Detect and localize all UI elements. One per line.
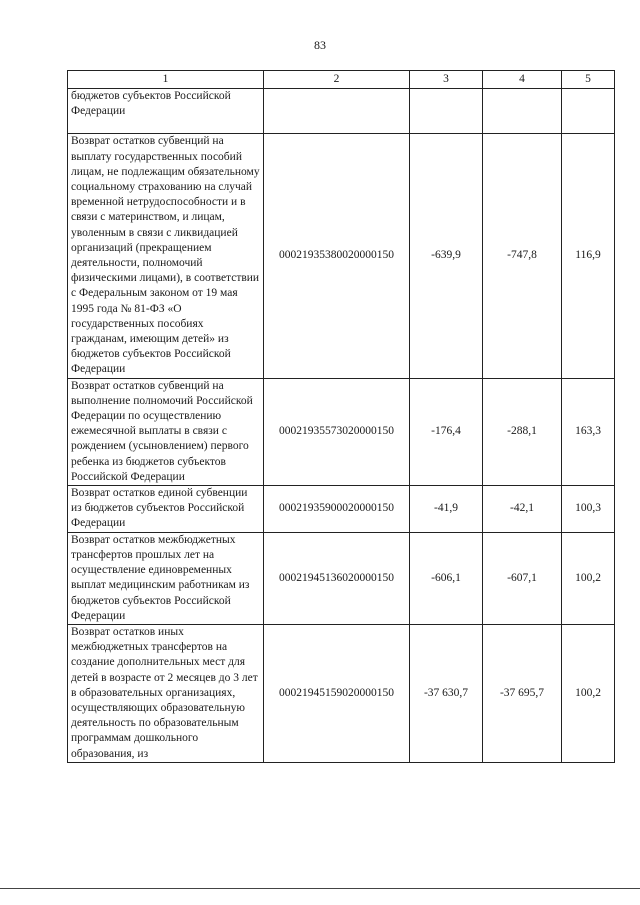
table-row bbox=[68, 532, 615, 624]
row-value-5: 116,9 bbox=[562, 134, 615, 378]
budget-table bbox=[67, 70, 615, 763]
row-name: Возврат остатков единой субвенции из бюджетов субъектов Российской Федерации bbox=[68, 486, 264, 533]
row-code: 00021935573020000150 bbox=[264, 378, 410, 485]
row-value-5: 100,2 bbox=[562, 624, 615, 762]
row-value-4: -607,1 bbox=[483, 532, 562, 624]
column-header-2: 2 bbox=[264, 71, 410, 89]
row-code: 00021935900020000150 bbox=[264, 486, 410, 533]
row-code: 00021935380020000150 bbox=[264, 134, 410, 378]
row-value-3: -41,9 bbox=[410, 486, 483, 533]
row-value-5 bbox=[562, 89, 615, 134]
column-header-1: 1 bbox=[68, 71, 264, 89]
row-value-5: 163,3 bbox=[562, 378, 615, 485]
row-value-3: -176,4 bbox=[410, 378, 483, 485]
row-name: Возврат остатков субвенций на выполнение полномочий Российской Федерации по осуществлению ежемесячной выплаты в связи с рождением (усыновлением) первого ребенка из бюджетов субъектов Российской Федерации bbox=[68, 378, 264, 485]
row-name: Возврат остатков межбюджетных трансфертов прошлых лет на осуществление единовременных выплат медицинским работникам из бюджетов субъектов Российской Федерации bbox=[68, 532, 264, 624]
row-value-3: -37 630,7 bbox=[410, 624, 483, 762]
row-name: Возврат остатков иных межбюджетных трансфертов на создание дополнительных мест для детей в возрасте от 2 месяцев до 3 лет в образовательных организациях, осуществляющих образовательную деятельность по образовательным программам дошкольного образования, из bbox=[68, 624, 264, 762]
row-value-3 bbox=[410, 89, 483, 134]
table-row bbox=[68, 624, 615, 762]
row-value-4: -288,1 bbox=[483, 378, 562, 485]
row-name: Возврат остатков субвенций на выплату государственных пособий лицам, не подлежащим обязательному социальному страхованию на случай временной нетрудоспособности и в связи с материнством, и лицам, уволенным в связи с ликвидацией организаций (прекращением деятельности, полномочий физическими лицами), в соответствии с Федеральным законом от 19 мая 1995 года № 81-ФЗ «О государственных пособиях гражданам, имеющим детей» из бюджетов субъектов Российской Федерации bbox=[68, 134, 264, 378]
page-bottom-rule bbox=[0, 888, 640, 889]
row-name: бюджетов субъектов Российской Федерации bbox=[68, 89, 264, 134]
row-value-4: -747,8 bbox=[483, 134, 562, 378]
row-code: 00021945159020000150 bbox=[264, 624, 410, 762]
table-row bbox=[68, 486, 615, 533]
row-value-3: -639,9 bbox=[410, 134, 483, 378]
table-row bbox=[68, 134, 615, 378]
row-code bbox=[264, 89, 410, 134]
table-row bbox=[68, 89, 615, 134]
row-value-5: 100,2 bbox=[562, 532, 615, 624]
column-header-3: 3 bbox=[410, 71, 483, 89]
column-header-4: 4 bbox=[483, 71, 562, 89]
column-header-5: 5 bbox=[562, 71, 615, 89]
row-value-4: -42,1 bbox=[483, 486, 562, 533]
row-value-4 bbox=[483, 89, 562, 134]
table-row bbox=[68, 378, 615, 485]
row-value-5: 100,3 bbox=[562, 486, 615, 533]
row-value-3: -606,1 bbox=[410, 532, 483, 624]
page-number: 83 bbox=[314, 38, 326, 52]
row-code: 00021945136020000150 bbox=[264, 532, 410, 624]
row-value-4: -37 695,7 bbox=[483, 624, 562, 762]
table-header-row bbox=[68, 71, 615, 89]
